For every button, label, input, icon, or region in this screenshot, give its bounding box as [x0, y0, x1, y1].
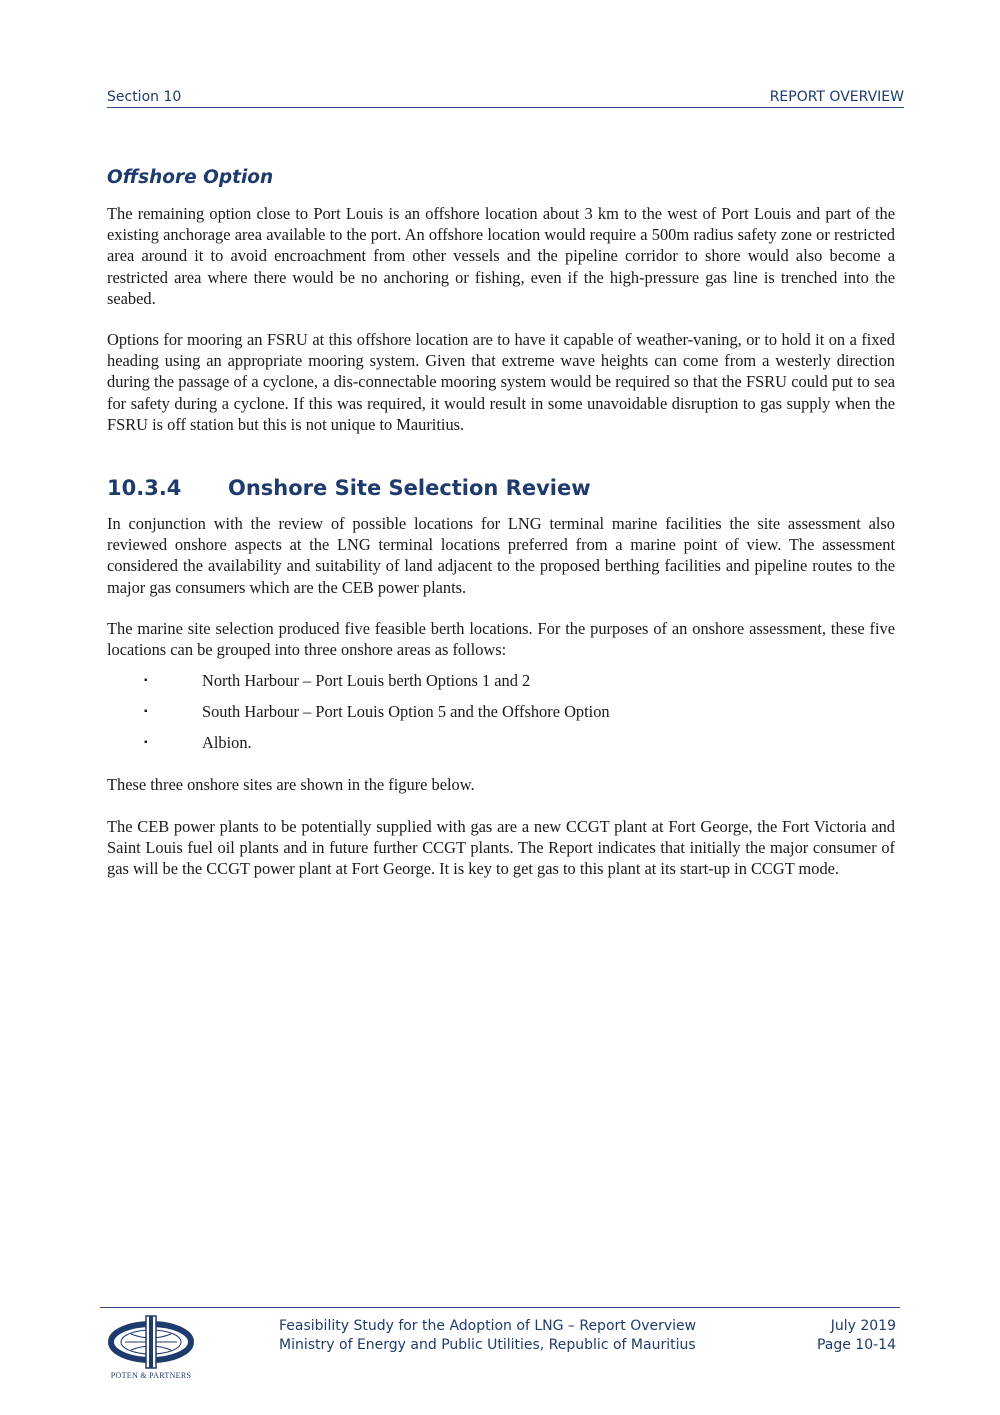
header-title: REPORT OVERVIEW [769, 89, 904, 105]
onshore-paragraph-1: In conjunction with the review of possible locations for LNG terminal marine facilities the site assessment also reviewed onshore aspects at the LNG terminal locations preferred from a marine point of view. The assessment considered the availability and suitability of land adjacent to the proposed berthing facilities and pipeline routes to the major gas consumers which are the CEB power plants. [107, 514, 895, 597]
bullet-mark: ▪ [144, 675, 148, 686]
onshore-paragraph-3: These three onshore sites are shown in the figure below. [107, 775, 475, 794]
header-section: Section 10 [107, 89, 182, 105]
section-heading [107, 476, 591, 500]
footer-page-number: Page 10-14 [816, 1337, 896, 1353]
offshore-heading: Offshore Option [107, 167, 274, 188]
bullet-mark: ▪ [144, 737, 148, 748]
footer-divider [100, 1307, 900, 1308]
footer-ministry: Ministry of Energy and Public Utilities, Republic of Mauritius [279, 1337, 696, 1353]
header-divider [107, 107, 904, 108]
onshore-paragraph-2: The marine site selection produced five feasible berth locations. For the purposes of an onshore assessment, these five locations can be grouped into three onshore areas as follows: [107, 619, 895, 660]
document-page: Section 10 REPORT OVERVIEW Offshore Option The remaining option close to Port Louis is an offshore location about 3 km to the west of Port Louis and part of the existing anchorage area available to the port. An offshore location would require a 500m radius safety zone or restricted area around it to avoid encroachment from other vessels and the pipeline corridor to shore would also become a restricted area where there would be no anchoring or fishing, even if the high-pressure gas line is trenched into the seabed. Options for mooring an FSRU at this offshore location are to have it capable of weather-vaning, or to hold it on a fixed heading using an appropriate mooring system. Given that extreme wave heights can come from a westerly direction during the passage of a cyclone, a dis-connectable mooring system would be required so that the FSRU could put to sea for safety during a cyclone. If this was required, it would result in some unavoidable disruption to gas supply when the FSRU is off station but this is not unique to Mauritius. 10.3.4 Onshore Site Selection Review In conjunction with the review of possible locations for LNG terminal marine facilities the site assessment also reviewed onshore aspects at the LNG terminal locations preferred from a marine point of view. The assessment considered the availability and suitability of land adjacent to the proposed berthing facilities and pipeline routes to the major gas consumers which are the CEB power plants. The marine site selection produced five feasible berth locations. For the purposes of an onshore assessment, these five locations can be grouped into three onshore areas as follows: ▪ North Harbour – Port Louis berth Options 1 and 2 ▪ South Harbour – Port Louis Option 5 and the Offshore Option ▪ Albion. These three onshore sites are shown in the figure below. The CEB power plants to be potentially supplied with gas are a new CCGT plant at Fort George, the Fort Victoria and Saint Louis fuel oil plants and in future further CCGT plants. The Report indicates that initially the major consumer of gas will be the CCGT power plant at Fort George. It is key to get gas to this plant at its start-up in CCGT mode. POTEN & PARTNERS Feasibility Study for the Adoption of LNG – Report Overview Ministry of Energy and Public Utilities, Republic of Mauritius July 2019 Page 10-14 [0, 0, 1000, 1415]
offshore-paragraph-2: Options for mooring an FSRU at this offshore location are to have it capable of weather-vaning, or to hold it on a fixed heading using an appropriate mooring system. Given that extreme wave heights can come from a westerly direction during the passage of a cyclone, a dis-connectable mooring system would be required so that the FSRU could put to sea for safety during a cyclone. If this was required, it would result in some unavoidable disruption to gas supply when the FSRU is off station but this is not unique to Mauritius. [107, 330, 895, 434]
footer-report-title: Feasibility Study for the Adoption of LNG – Report Overview [279, 1318, 697, 1334]
footer-date: July 2019 [830, 1318, 896, 1334]
section-title: Onshore Site Selection Review [228, 476, 591, 500]
bullet-mark: ▪ [144, 706, 148, 717]
section-number: 10.3.4 [107, 476, 182, 500]
logo-text: POTEN & PARTNERS [110, 1371, 192, 1380]
onshore-paragraph-4: The CEB power plants to be potentially supplied with gas are a new CCGT plant at Fort George, the Fort Victoria and Saint Louis fuel oil plants and in future further CCGT plants. The Report indicates that initially the major consumer of gas will be the CCGT power plant at Fort George. It is key to get gas to this plant at its start-up in CCGT mode. [107, 817, 895, 879]
offshore-paragraph-1: The remaining option close to Port Louis is an offshore location about 3 km to the west of Port Louis and part of the existing anchorage area available to the port. An offshore location would require a 500m radius safety zone or restricted area around it to avoid encroachment from other vessels and the pipeline corridor to shore would also become a restricted area where there would be no anchoring or fishing, even if the high-pressure gas line is trenched into the seabed. [107, 204, 895, 308]
